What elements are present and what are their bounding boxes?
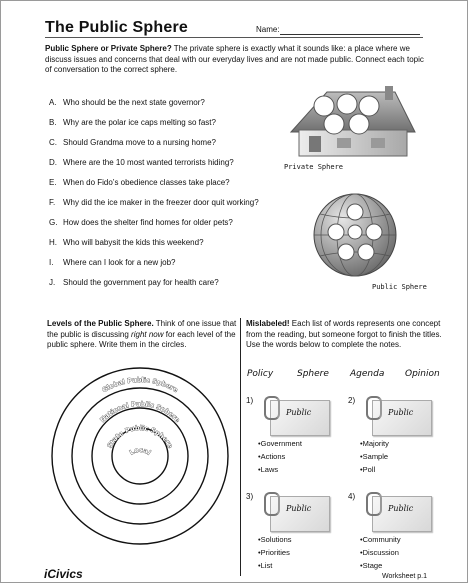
public-sphere-caption: Public Sphere <box>372 283 427 291</box>
card-item: • Laws <box>258 463 302 476</box>
question-letter: H. <box>49 238 57 247</box>
private-sphere-caption: Private Sphere <box>284 163 344 171</box>
question-text: Who will babysit the kids this weekend? <box>63 238 204 247</box>
card-item: • Government <box>258 437 302 450</box>
question-text: Where can I look for a new job? <box>63 258 176 267</box>
question-item <box>49 218 233 227</box>
title-divider <box>45 37 423 38</box>
name-field[interactable] <box>280 34 420 35</box>
card-number: 4) <box>348 492 356 501</box>
paperclip-icon <box>366 492 382 516</box>
levels-circles <box>42 358 238 548</box>
note-card <box>256 394 328 472</box>
question-letter: G. <box>49 218 58 227</box>
note-card <box>256 490 328 568</box>
word-bank-item: Sphere <box>297 369 329 379</box>
name-label: Name: <box>256 25 280 34</box>
question-item <box>49 198 259 207</box>
ring-label-national: National Public Sphere <box>98 399 182 425</box>
question-letter: F. <box>49 198 56 207</box>
worksheet-page-number: Worksheet p.1 <box>382 573 428 580</box>
card-item: • Community <box>360 533 401 546</box>
question-text: Should the government pay for health care? <box>63 278 219 287</box>
svg-text:Global Public Sphere <box>101 376 180 394</box>
levels-lead: Levels of the Public Sphere. <box>47 319 154 328</box>
card-title: Public <box>388 408 414 417</box>
levels-instructions <box>47 319 237 351</box>
globe-icon <box>312 192 398 278</box>
word-bank-item: Agenda <box>350 369 385 379</box>
svg-text:Local <box>128 446 152 457</box>
ring-label-state: State Public Sphere <box>105 423 175 450</box>
ring-label-local: Local <box>128 445 153 457</box>
question-text: Where are the 10 most wanted terrorists hiding? <box>63 158 234 167</box>
card-number: 1) <box>246 396 254 405</box>
paperclip-icon <box>366 396 382 420</box>
question-text: Why did the ice maker in the freezer door quit working? <box>63 198 259 207</box>
question-text: How does the shelter find homes for older pets? <box>63 218 233 227</box>
question-letter: A. <box>49 98 57 107</box>
mislabeled-lead: Mislabeled! <box>246 319 290 328</box>
question-item <box>49 238 204 247</box>
question-item <box>49 138 216 147</box>
question-text: Who should be the next state governor? <box>63 98 205 107</box>
card-number: 2) <box>348 396 356 405</box>
icivics-logo: iCivics <box>44 567 83 581</box>
levels-emphasis: right now <box>131 329 164 339</box>
intro-lead: Public Sphere or Private Sphere? <box>45 44 172 53</box>
svg-text:National Public Sphere <box>98 400 182 424</box>
word-bank-item: Opinion <box>405 369 440 379</box>
card-number: 3) <box>246 492 254 501</box>
ring-label-global: Global Public Sphere <box>100 375 180 395</box>
question-item <box>49 278 219 287</box>
section-divider <box>240 318 241 576</box>
ring-state[interactable] <box>92 408 188 504</box>
levels-text: Think of one issue that the public is discussing <box>47 319 237 339</box>
question-item <box>49 118 216 127</box>
intro-text: The private sphere is exactly what it sounds like: a place where we discuss issues and concerns that deal with our everyday lives and are not made public. Connect each topic of conversation to the correct sphere. <box>45 44 424 74</box>
mislabeled-instructions <box>246 319 446 351</box>
page-title: The Public Sphere <box>45 19 188 36</box>
card-item: • List <box>258 559 292 572</box>
question-item <box>49 258 176 267</box>
question-letter: E. <box>49 178 57 187</box>
note-card <box>358 394 430 472</box>
question-letter: C. <box>49 138 57 147</box>
house-icon <box>287 86 419 160</box>
ring-global[interactable] <box>52 368 228 544</box>
card-title: Public <box>286 408 312 417</box>
note-card <box>358 490 430 568</box>
card-item: • Discussion <box>360 546 401 559</box>
card-item: • Actions <box>258 450 302 463</box>
question-item <box>49 178 230 187</box>
levels-text-end: for each level of the public sphere. Write them in the circles. <box>47 329 236 349</box>
question-letter: B. <box>49 118 57 127</box>
card-item: • Majority <box>360 437 389 450</box>
question-text: When do Fido’s obedience classes take place? <box>63 178 230 187</box>
card-item: • Sample <box>360 450 389 463</box>
mislabeled-text: Each list of words represents one concept from the reading, but someone forgot to finish the titles. Use the words below to complete the notes. <box>246 319 442 349</box>
card-item: • Stage <box>360 559 401 572</box>
paperclip-icon <box>264 396 280 420</box>
card-title: Public <box>388 504 414 513</box>
card-title: Public <box>286 504 312 513</box>
question-text: Should Grandma move to a nursing home? <box>63 138 216 147</box>
paperclip-icon <box>264 492 280 516</box>
card-item: • Solutions <box>258 533 292 546</box>
question-letter: D. <box>49 158 57 167</box>
question-item <box>49 98 205 107</box>
intro-paragraph <box>45 44 427 76</box>
word-bank-item: Policy <box>247 369 274 379</box>
question-letter: J. <box>49 278 56 287</box>
question-item <box>49 158 234 167</box>
card-item: • Priorities <box>258 546 292 559</box>
card-item: • Poll <box>360 463 389 476</box>
question-letter: I. <box>49 258 54 267</box>
question-text: Why are the polar ice caps melting so fast? <box>63 118 216 127</box>
